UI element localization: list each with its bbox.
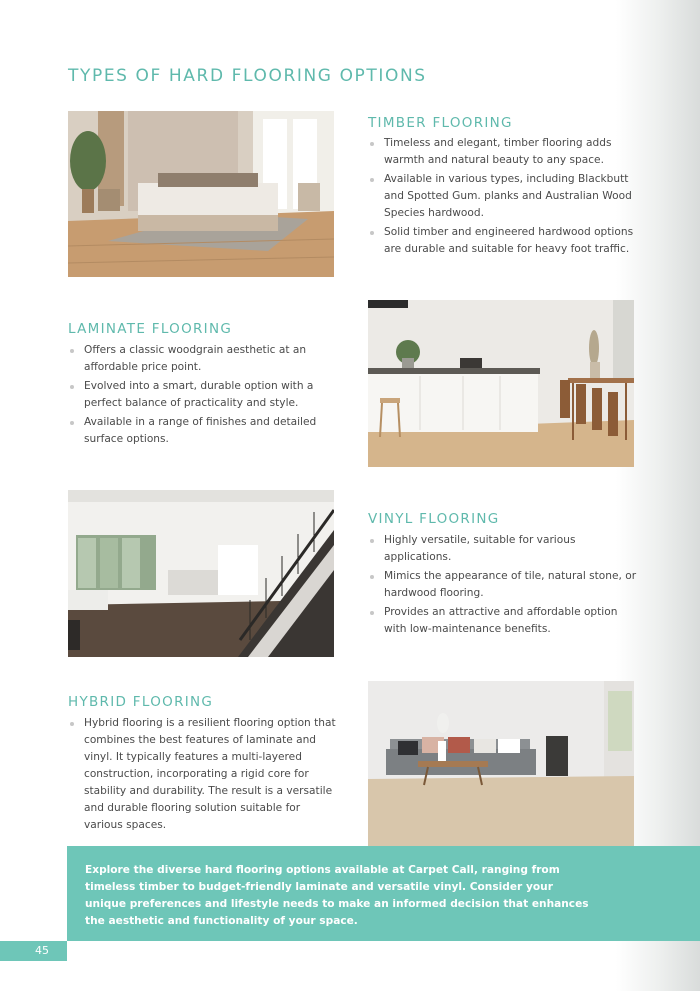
list-item: Offers a classic woodgrain aesthetic at an affordable price point.: [68, 342, 334, 376]
list-item: Highly versatile, suitable for various applications.: [368, 532, 640, 566]
laminate-heading: LAMINATE FLOORING: [68, 321, 233, 337]
vinyl-list: [368, 532, 640, 640]
vinyl-heading: VINYL FLOORING: [368, 511, 500, 527]
sofa-photo: [368, 681, 634, 846]
list-item: Available in various types, including Blackbutt and Spotted Gum. planks and Australian Wood Species hardwood.: [368, 171, 640, 222]
laminate-list: [68, 342, 334, 450]
timber-heading: TIMBER FLOORING: [368, 115, 513, 131]
hybrid-description: Hybrid flooring is a resilient flooring option that combines the best features of laminate and vinyl. It typically features a multi-layered construction, incorporating a rigid core for stability and durability. The result is a versatile and durable flooring solution suitable for various spaces.: [68, 715, 338, 834]
kitchen-illustration: [368, 300, 634, 467]
list-item: Available in a range of finishes and detailed surface options.: [68, 414, 334, 448]
bedroom-photo: [68, 111, 334, 277]
list-item: Solid timber and engineered hardwood options are durable and suitable for heavy foot traffic.: [368, 224, 640, 258]
summary-banner: [67, 846, 700, 941]
hybrid-heading: HYBRID FLOORING: [68, 694, 214, 710]
sofa-illustration: [368, 681, 634, 846]
page-title: TYPES OF HARD FLOORING OPTIONS: [68, 66, 427, 86]
living-stairs-photo: [68, 490, 334, 657]
kitchen-photo: [368, 300, 634, 467]
list-item: Evolved into a smart, durable option with a perfect balance of practicality and style.: [68, 378, 334, 412]
timber-list: [368, 135, 640, 260]
bedroom-illustration: [68, 111, 334, 277]
page-number: 45: [0, 941, 67, 961]
stairs-illustration: [68, 490, 334, 657]
list-item: Timeless and elegant, timber flooring adds warmth and natural beauty to any space.: [368, 135, 640, 169]
banner-text: Explore the diverse hard flooring options available at Carpet Call, ranging from timeless timber to budget-friendly laminate and versatile vinyl. Consider your unique preferences and lifestyle needs to make an informed decision that enhances the aesthetic and functionality of your space.: [85, 864, 589, 927]
list-item: Provides an attractive and affordable option with low-maintenance benefits.: [368, 604, 640, 638]
list-item: Mimics the appearance of tile, natural stone, or hardwood flooring.: [368, 568, 640, 602]
